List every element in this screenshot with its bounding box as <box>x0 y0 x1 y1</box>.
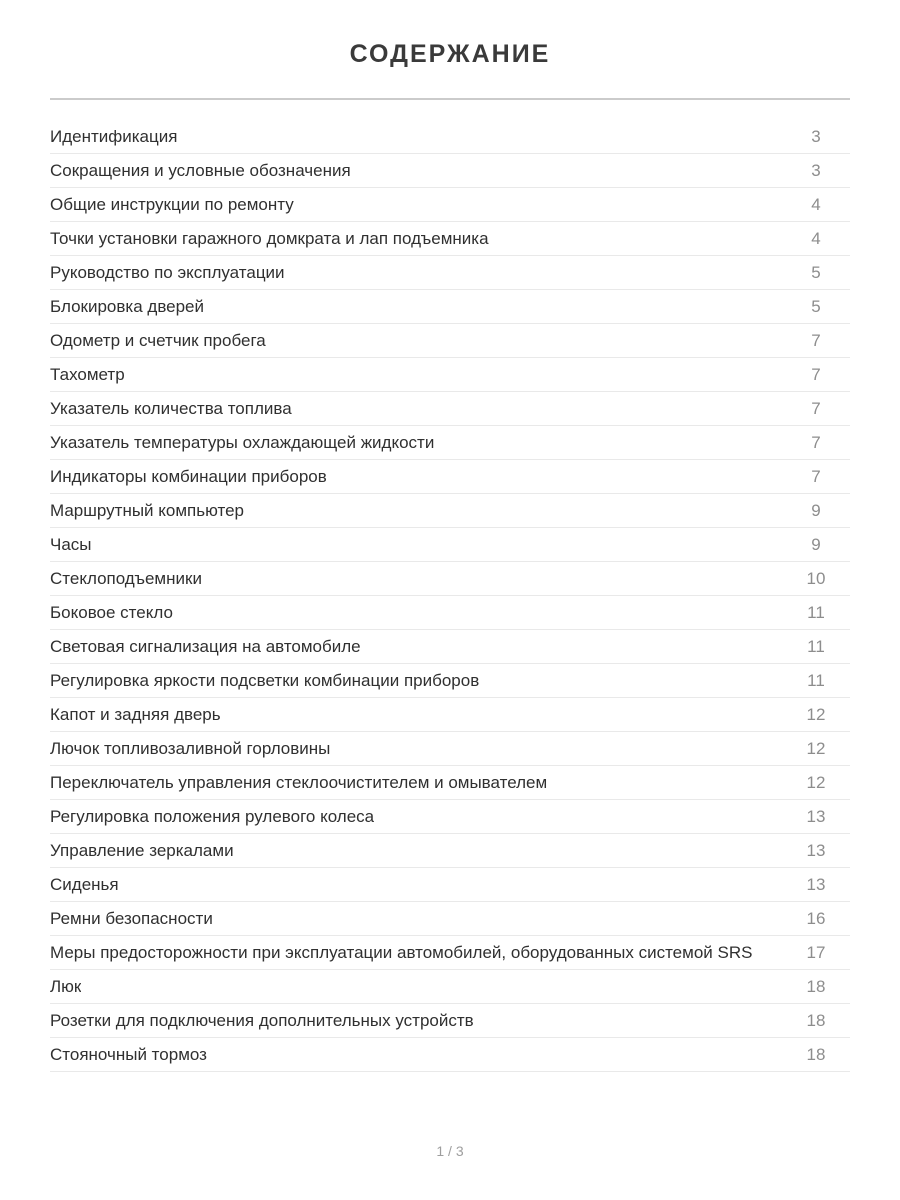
toc-entry-page-number: 5 <box>811 296 821 316</box>
toc-entry-label: Сокращения и условные обозначения <box>50 160 351 180</box>
toc-row <box>50 1038 850 1072</box>
toc-entry-label: Меры предосторожности при эксплуатации автомобилей, оборудованных системой SRS <box>50 942 753 962</box>
toc-row <box>50 698 850 732</box>
toc-entry-page-number: 7 <box>811 364 821 384</box>
toc-row <box>50 732 850 766</box>
toc-entry-label: Боковое стекло <box>50 602 173 622</box>
toc-row <box>50 426 850 460</box>
toc-entry-page-number: 7 <box>811 466 821 486</box>
toc-entry-label: Общие инструкции по ремонту <box>50 194 294 214</box>
toc-row <box>50 902 850 936</box>
toc-row <box>50 562 850 596</box>
toc-entry-label: Стеклоподъемники <box>50 568 202 588</box>
toc-entry-label: Регулировка яркости подсветки комбинации приборов <box>50 670 480 690</box>
toc-entry-label: Сиденья <box>50 874 119 894</box>
toc-row <box>50 970 850 1004</box>
toc-row <box>50 256 850 290</box>
toc-entry-label: Указатель количества топлива <box>50 398 292 418</box>
toc-row <box>50 358 850 392</box>
toc-entry-label: Управление зеркалами <box>50 840 234 860</box>
toc-row <box>50 120 850 154</box>
toc-row <box>50 664 850 698</box>
toc-entry-label: Блокировка дверей <box>50 296 205 316</box>
toc-entry-page-number: 12 <box>806 738 826 758</box>
toc-row <box>50 392 850 426</box>
toc-row <box>50 528 850 562</box>
toc-entry-label: Одометр и счетчик пробега <box>50 330 266 350</box>
toc-entry-label: Руководство по эксплуатации <box>50 262 285 282</box>
toc-row <box>50 494 850 528</box>
title-divider <box>50 98 850 100</box>
toc-entry-page-number: 16 <box>806 908 826 928</box>
toc-row <box>50 1004 850 1038</box>
toc-row <box>50 800 850 834</box>
toc-entry-label: Лючок топливозаливной горловины <box>50 738 331 758</box>
toc-entry-label: Точки установки гаражного домкрата и лап подъемника <box>50 228 489 248</box>
toc-row <box>50 596 850 630</box>
toc-row <box>50 766 850 800</box>
toc-entry-page-number: 7 <box>811 330 821 350</box>
toc-entry-page-number: 13 <box>806 840 826 860</box>
toc-entry-page-number: 12 <box>806 772 826 792</box>
toc-entry-label: Индикаторы комбинации приборов <box>50 466 327 486</box>
toc-entry-page-number: 5 <box>811 262 821 282</box>
toc-entry-label: Указатель температуры охлаждающей жидкости <box>50 432 435 452</box>
toc-entry-page-number: 13 <box>806 806 826 826</box>
toc-entry-label: Переключатель управления стеклоочистителем и омывателем <box>50 772 548 792</box>
toc-entry-page-number: 7 <box>811 432 821 452</box>
toc-row <box>50 222 850 256</box>
toc-entry-label: Часы <box>50 534 92 554</box>
toc-row <box>50 154 850 188</box>
toc-entry-page-number: 3 <box>811 160 821 180</box>
toc-entry-page-number: 9 <box>811 500 821 520</box>
toc-entry-page-number: 9 <box>811 534 821 554</box>
toc-row <box>50 188 850 222</box>
toc-entry-label: Капот и задняя дверь <box>50 704 221 724</box>
toc-entry-label: Маршрутный компьютер <box>50 500 244 520</box>
toc-entry-page-number: 18 <box>806 1044 826 1064</box>
toc-row <box>50 936 850 970</box>
toc-entry-label: Люк <box>50 976 82 996</box>
toc-row <box>50 868 850 902</box>
toc-entry-page-number: 11 <box>807 636 825 656</box>
toc-row <box>50 290 850 324</box>
toc-row <box>50 324 850 358</box>
toc-entry-page-number: 10 <box>806 568 826 588</box>
toc-row <box>50 630 850 664</box>
toc-entry-page-number: 13 <box>806 874 826 894</box>
toc-entry-label: Регулировка положения рулевого колеса <box>50 806 375 826</box>
toc-entry-label: Стояночный тормоз <box>50 1044 207 1064</box>
toc-entry-page-number: 18 <box>806 1010 826 1030</box>
toc-entry-label: Ремни безопасности <box>50 908 213 928</box>
toc-entry-label: Розетки для подключения дополнительных устройств <box>50 1010 474 1030</box>
toc-entry-label: Тахометр <box>50 364 125 384</box>
page-title: СОДЕРЖАНИЕ <box>349 40 551 68</box>
toc-entry-page-number: 7 <box>811 398 821 418</box>
toc-entry-page-number: 11 <box>807 602 825 622</box>
toc-entry-page-number: 11 <box>807 670 825 690</box>
toc-entry-page-number: 18 <box>806 976 826 996</box>
pagination-indicator: 1 / 3 <box>436 1143 464 1159</box>
toc-row <box>50 834 850 868</box>
toc-entry-page-number: 4 <box>811 228 821 248</box>
toc-entry-label: Световая сигнализация на автомобиле <box>50 636 361 656</box>
toc-row <box>50 460 850 494</box>
toc-entry-label: Идентификация <box>50 126 178 146</box>
toc-entry-page-number: 3 <box>811 126 821 146</box>
toc-entry-page-number: 12 <box>806 704 826 724</box>
toc-entry-page-number: 4 <box>811 194 821 214</box>
toc-list <box>50 120 850 1072</box>
toc-entry-page-number: 17 <box>806 942 826 962</box>
